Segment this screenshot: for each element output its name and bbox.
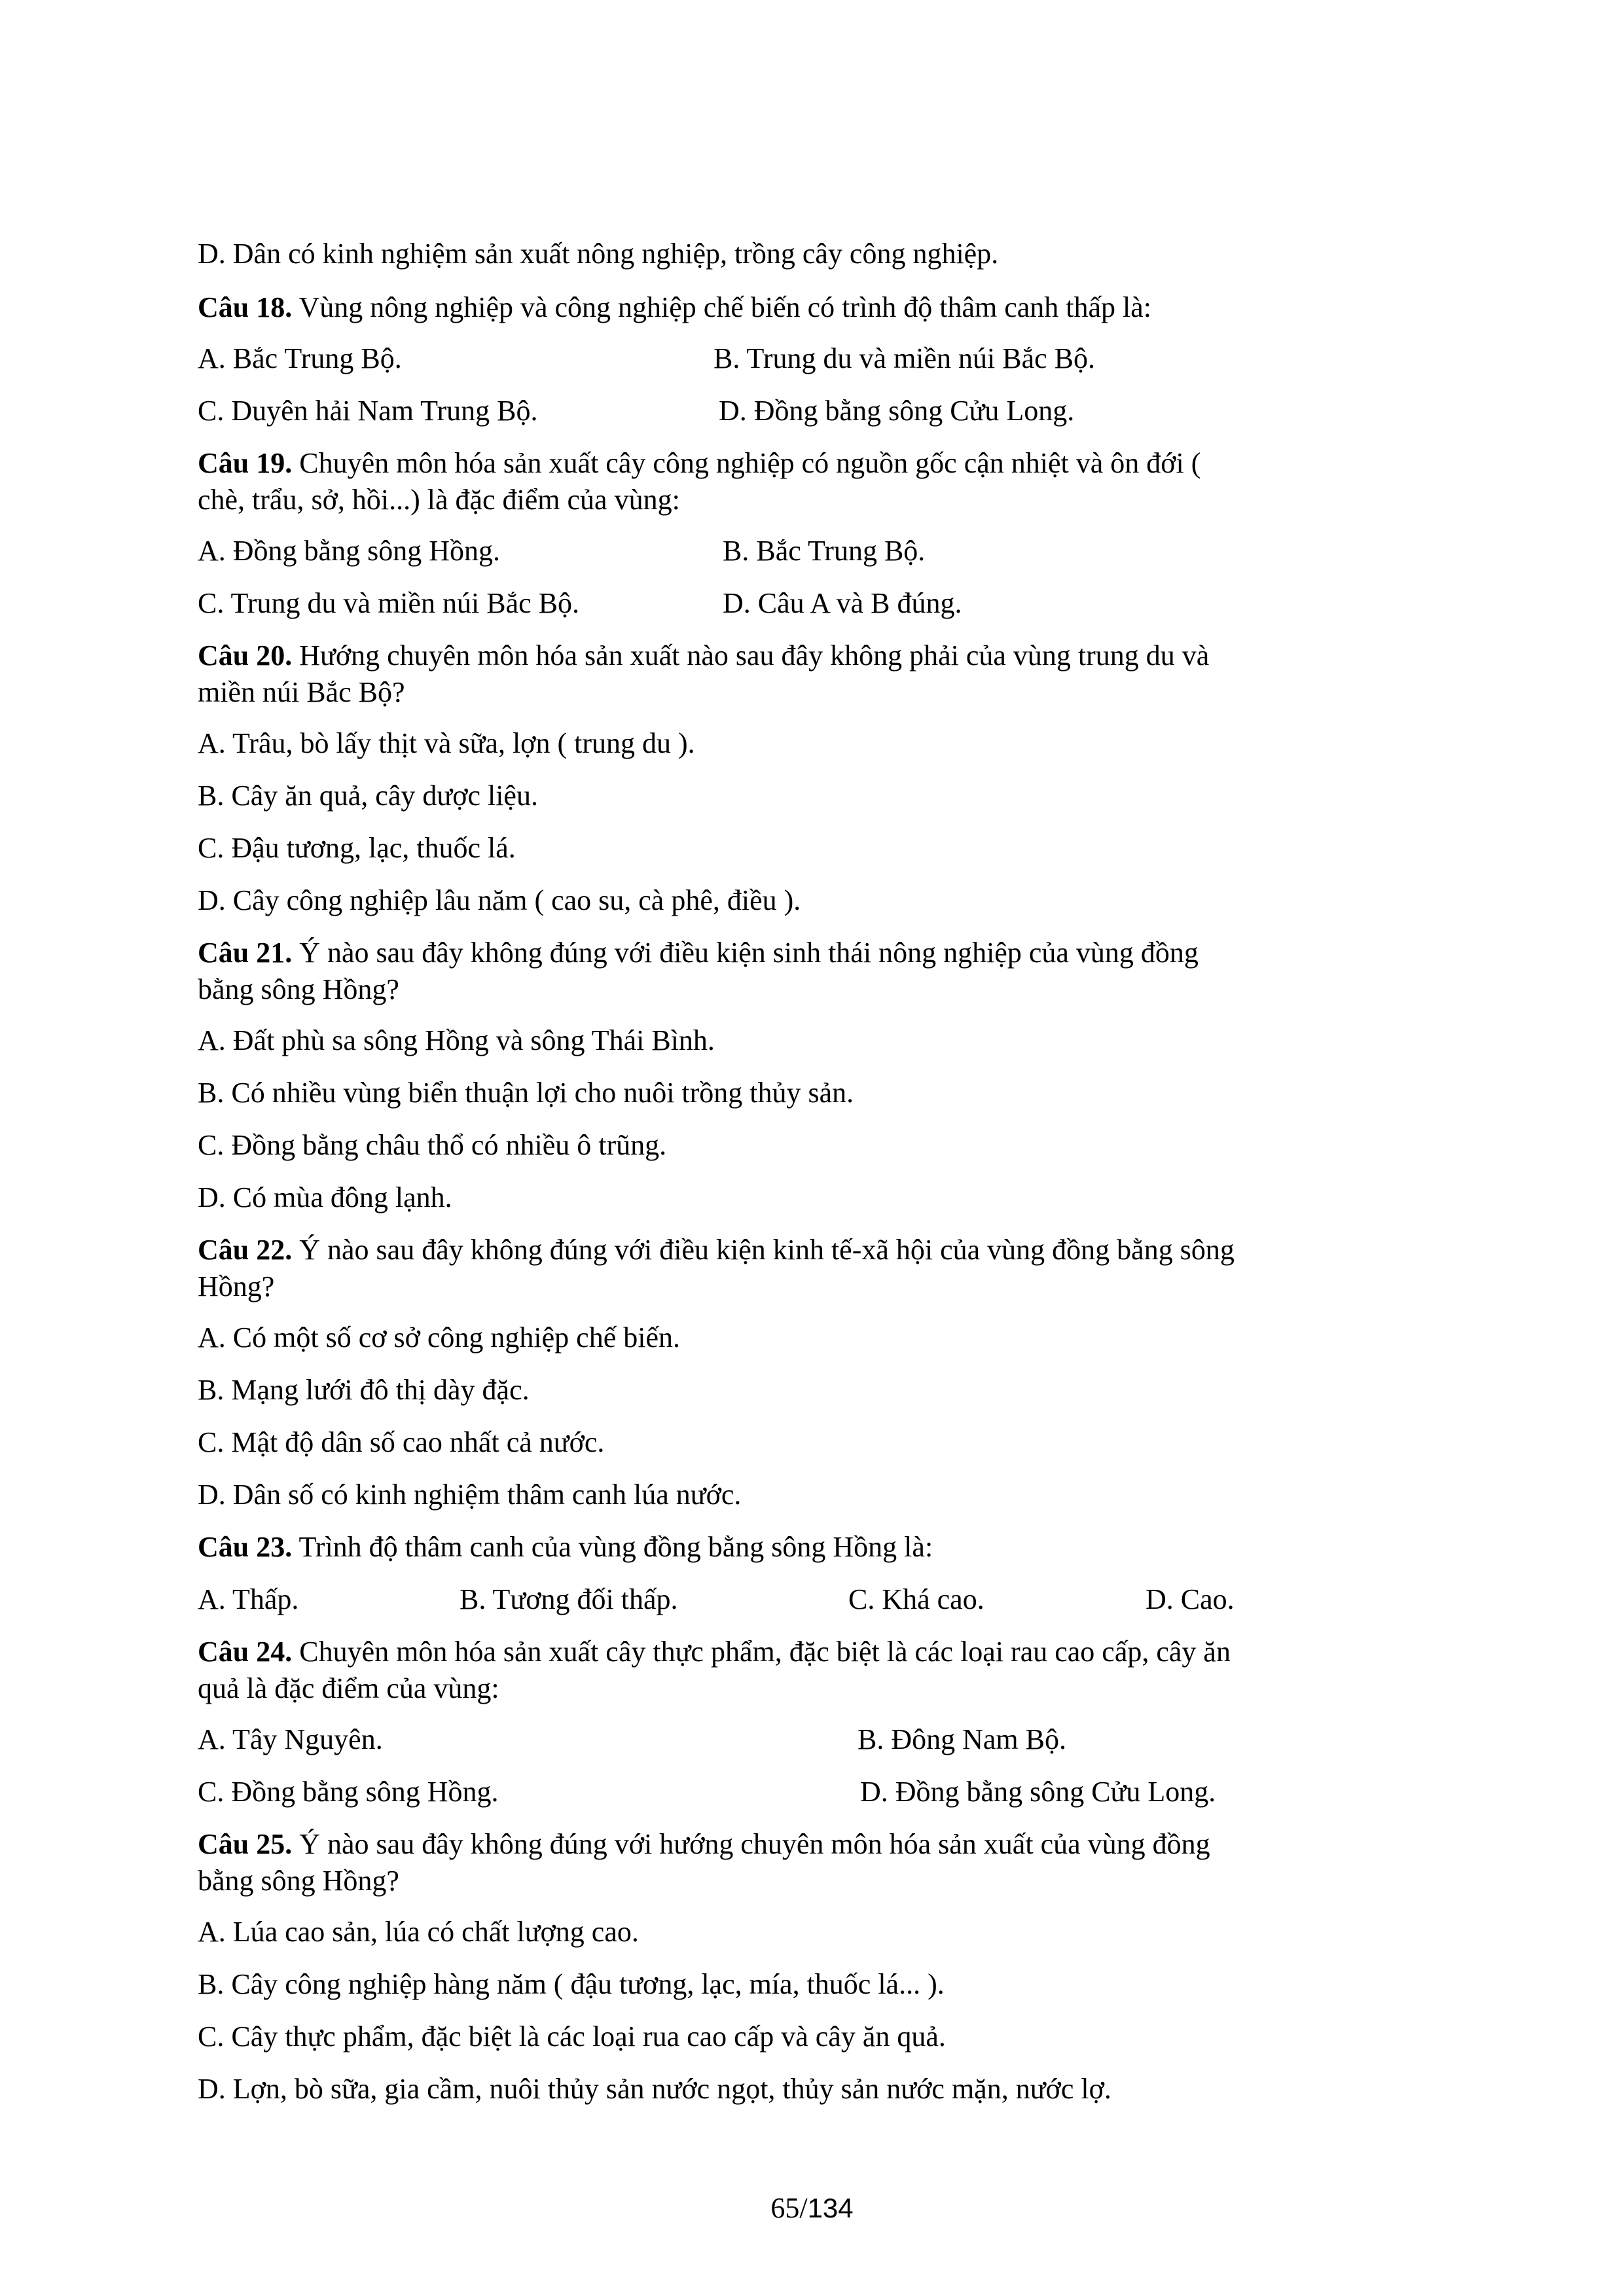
- question-number: Câu 24.: [198, 1636, 293, 1668]
- question-number: Câu 21.: [198, 937, 293, 969]
- question-23-option-d: D. Cao.: [1146, 1583, 1235, 1615]
- question-number: Câu 25.: [198, 1828, 293, 1860]
- question-25-option-b: B. Cây công nghiệp hàng năm ( đậu tương, lạc, mía, thuốc lá... ).: [198, 1968, 945, 2000]
- question-22-option-b: B. Mạng lưới đô thị dày đặc.: [198, 1374, 530, 1406]
- question-text: Ý nào sau đây không đúng với điều kiện sinh thái nông nghiệp của vùng đồng bằng sông Hồng?: [198, 937, 1199, 1005]
- question-number: Câu 18.: [198, 291, 293, 323]
- question-20-option-a: A. Trâu, bò lấy thịt và sữa, lợn ( trung du ).: [198, 727, 695, 759]
- question-number: Câu 23.: [198, 1531, 293, 1563]
- question-24-option-b: B. Đông Nam Bộ.: [857, 1723, 1066, 1755]
- question-22-option-c: C. Mật độ dân số cao nhất cả nước.: [198, 1426, 605, 1458]
- question-25-option-c: C. Cây thực phẩm, đặc biệt là các loại rua cao cấp và cây ăn quả.: [198, 2020, 946, 2053]
- question-text: Trình độ thâm canh của vùng đồng bằng sông Hồng là:: [292, 1531, 933, 1563]
- question-text: Ý nào sau đây không đúng với hướng chuyên môn hóa sản xuất của vùng đồng bằng sông Hồng?: [198, 1828, 1210, 1897]
- page-current: 65/: [770, 2192, 808, 2224]
- question-19-option-a: A. Đồng bằng sông Hồng.: [198, 535, 500, 567]
- question-number: Câu 22.: [198, 1234, 293, 1266]
- question-21-option-b: B. Có nhiều vùng biển thuận lợi cho nuôi trồng thủy sản.: [198, 1077, 854, 1109]
- question-23-stem: [198, 1529, 933, 1566]
- question-18-option-d: D. Đồng bằng sông Cửu Long.: [719, 395, 1075, 427]
- question-text: Hướng chuyên môn hóa sản xuất nào sau đây không phải của vùng trung du và miền núi Bắc Bộ?: [198, 639, 1210, 708]
- question-24-option-d: D. Đồng bằng sông Cửu Long.: [860, 1776, 1216, 1808]
- question-22-option-d: D. Dân số có kinh nghiệm thâm canh lúa nước.: [198, 1479, 742, 1511]
- question-25-stem: [198, 1826, 1245, 1899]
- question-18-option-b: B. Trung du và miền núi Bắc Bộ.: [713, 342, 1096, 374]
- page-total: 134: [807, 2193, 854, 2223]
- question-text: Chuyên môn hóa sản xuất cây thực phẩm, đặc biệt là các loại rau cao cấp, cây ăn quả là đặc điểm của vùng:: [198, 1636, 1231, 1704]
- question-25-option-a: A. Lúa cao sản, lúa có chất lượng cao.: [198, 1916, 639, 1948]
- question-22-option-a: A. Có một số cơ sở công nghiệp chế biến.: [198, 1321, 680, 1354]
- question-23-option-a: A. Thấp.: [198, 1583, 299, 1615]
- question-19-stem: [198, 445, 1245, 518]
- page-number: [0, 2190, 1624, 2227]
- question-23-option-b: B. Tương đối thấp.: [460, 1583, 678, 1615]
- question-number: Câu 20.: [198, 639, 293, 672]
- question-text: Chuyên môn hóa sản xuất cây công nghiệp có nguồn gốc cận nhiệt và ôn đới ( chè, trẩu, sở, hồi...) là đặc điểm của vùng:: [198, 447, 1201, 516]
- question-18-option-c: C. Duyên hải Nam Trung Bộ.: [198, 395, 538, 427]
- question-23-option-c: C. Khá cao.: [848, 1583, 984, 1615]
- question-19-option-d: D. Câu A và B đúng.: [723, 587, 962, 619]
- question-22-stem: [198, 1232, 1245, 1305]
- question-19-option-b: B. Bắc Trung Bộ.: [723, 535, 926, 567]
- question-24-option-a: A. Tây Nguyên.: [198, 1723, 383, 1755]
- question-25-option-d: D. Lợn, bò sữa, gia cầm, nuôi thủy sản nước ngọt, thủy sản nước mặn, nước lợ.: [198, 2073, 1111, 2105]
- question-20-option-b: B. Cây ăn quả, cây dược liệu.: [198, 780, 538, 812]
- question-21-option-c: C. Đồng bằng châu thổ có nhiều ô trũng.: [198, 1129, 667, 1161]
- question-21-stem: [198, 935, 1245, 1008]
- question-21-option-d: D. Có mùa đông lạnh.: [198, 1181, 452, 1213]
- question-18-option-a: A. Bắc Trung Bộ.: [198, 342, 402, 374]
- carry-over-option: D. Dân có kinh nghiệm sản xuất nông nghiệp, trồng cây công nghiệp.: [198, 238, 999, 270]
- question-text: Vùng nông nghiệp và công nghiệp chế biến có trình độ thâm canh thấp là:: [292, 291, 1152, 323]
- question-24-stem: [198, 1634, 1245, 1707]
- question-20-option-d: D. Cây công nghiệp lâu năm ( cao su, cà phê, điều ).: [198, 884, 801, 916]
- question-20-stem: [198, 637, 1245, 711]
- question-20-option-c: C. Đậu tương, lạc, thuốc lá.: [198, 832, 516, 864]
- question-24-option-c: C. Đồng bằng sông Hồng.: [198, 1776, 499, 1808]
- question-text: Ý nào sau đây không đúng với điều kiện kinh tế-xã hội của vùng đồng bằng sông Hồng?: [198, 1234, 1235, 1302]
- question-19-option-c: C. Trung du và miền núi Bắc Bộ.: [198, 587, 580, 619]
- question-number: Câu 19.: [198, 447, 293, 479]
- question-21-option-a: A. Đất phù sa sông Hồng và sông Thái Bình.: [198, 1024, 715, 1056]
- question-18-stem: [198, 289, 1151, 326]
